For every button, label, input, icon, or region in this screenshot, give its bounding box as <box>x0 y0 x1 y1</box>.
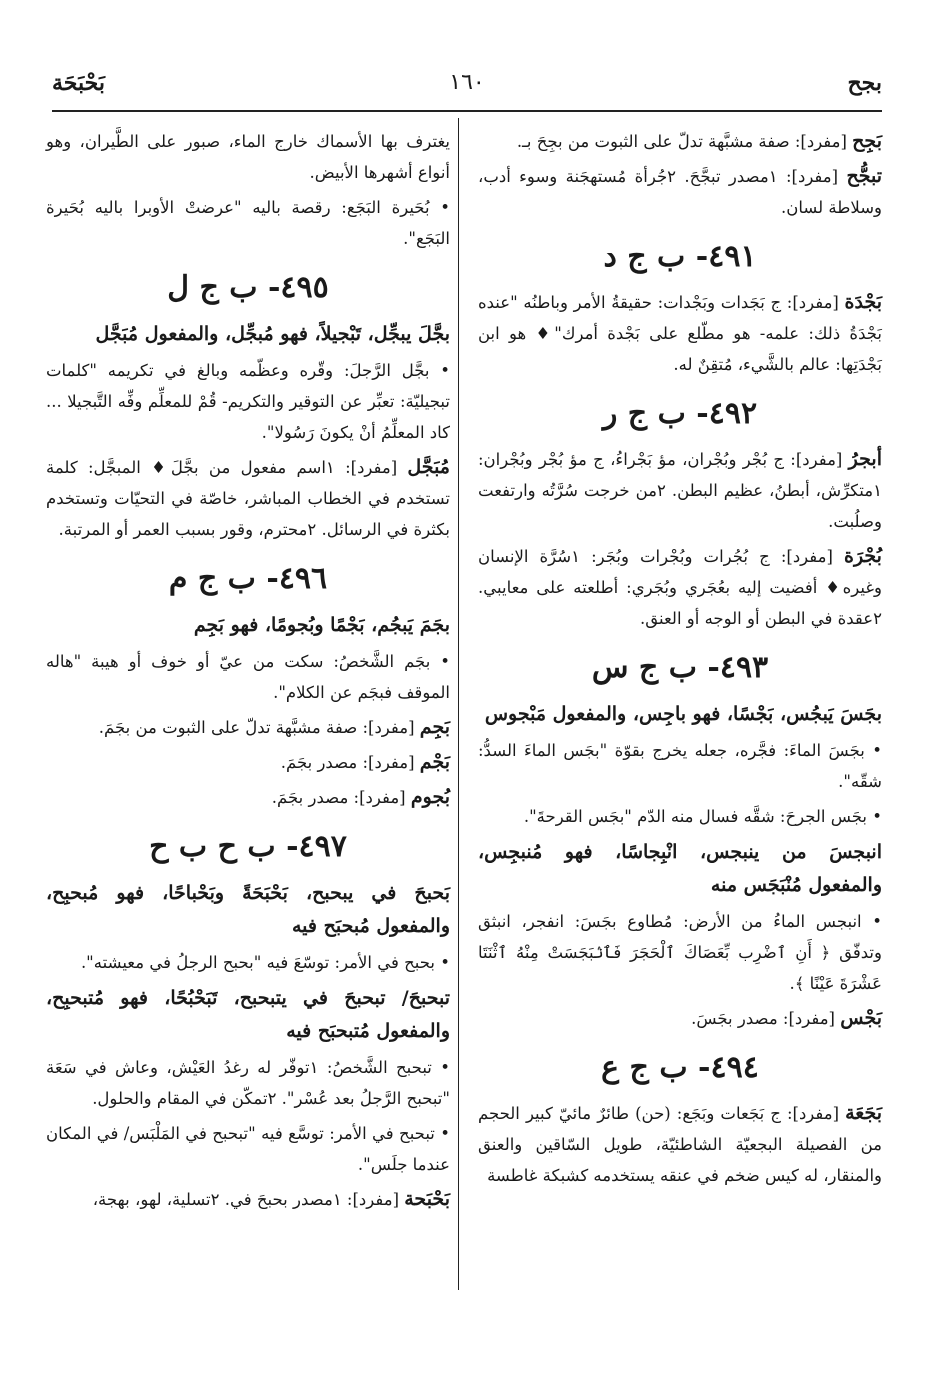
root-heading: ٤٩٣- ب ج س <box>591 650 769 685</box>
entry-headword: بَجْس <box>840 1007 882 1029</box>
verb-headline: انبجسَ من ينبجس، انْبِجاسًا، فهو مُنبجِس، والمفعول مُنْبَجَس منه <box>478 841 882 896</box>
entry-headword: بَجْم <box>419 751 450 773</box>
entry-definition: [مفرد]: صفة مشبَّهة تدلّ على الثبوت من بجِحَ بـ. <box>516 132 853 151</box>
entry-definition: [مفرد]: صفة مشبَّهة تدلّ على الثبوت من بجَمَ. <box>98 718 420 737</box>
page-header <box>52 70 882 110</box>
root-heading: ٤٩٦- ب ج م <box>168 561 328 596</box>
entry-definition: [مفرد]: مصدر بجَسَ. <box>691 1009 841 1028</box>
sense-item: • انبجس الماءُ من الأرض: مُطاوع بجَسَ: انفجر، انبثق وتدفّق ﴿ أَنِ ٱضْرِب بِّعَصَاكَ ٱلْحَجَرَ فَٱنۢبَجَسَتْ مِنْهُ ٱثْنَتَا عَشْرَةَ عَيْنًا ﴾. <box>478 906 882 999</box>
entry-headword: تبجُّح <box>846 165 882 187</box>
sense-item: • بحبح في الأمر: توسّعَ فيه "بحبح الرجلُ في معيشته". <box>46 947 450 978</box>
entry-definition: [مفرد]: ج بَجَدات وبَجْدات: حقيقةُ الأمر وباطنُه "عنده بَجْدَةُ ذلك: علمه- هو مطّلع على بَجْدة أمرك"♦ هو ابن بَجْدَتِها: عالم بالشَّيء، مُتقِنٌ له. <box>478 293 882 374</box>
entry-definition: [مفرد]: ج بُجْر وبُجْران، مؤ بَجْراءُ، ج مؤ بُجْر وبُجْران: ١متكرِّش، أبطنُ، عظيم البطن. ٢من خرجت سُرَّتُه وارتفعت وصلُبت. <box>478 450 882 531</box>
entry <box>46 747 450 778</box>
entry <box>478 444 882 537</box>
entry-definition: [مفرد]: ج بُجُرات وبُجْرات وبُجَر: ١سُرَّة الإنسان وغيره♦ أفضيت إليه بعُجَري وبُجَري: أطلعته على معايبي. ٢عقدة في البطن أو الوجه أو العنق. <box>478 547 882 628</box>
entry-headword: بَجَعَة <box>845 1102 882 1124</box>
entry <box>46 782 450 813</box>
entry-headword: بُجْرَة <box>843 545 882 567</box>
sense-item: • بجَس الجرحَ: شقَّه فسال منه الدّم "بجَس القرحةَ". <box>478 801 882 832</box>
sense-item: • بجَسَ الماءَ: فجَّره، جعله يخرج بقوّة "بجَس الماءَ السدُّ: شقّه". <box>478 735 882 797</box>
entry-definition: [مفرد]: ١اسم مفعول من بجَّلَ♦ المبجَّل: كلمة تستخدم في الخطاب المباشر، خاصّة في التحيّات وتستخدم بكثرة في الرسائل. ٢محترم، وقور بسبب العمر أو المرتبة. <box>46 458 450 539</box>
entry-definition: [مفرد]: ١مصدر تبجَّحَ. ٢جُرأة مُستهجَنة وسوء أدب، وسلاطة لسان. <box>478 167 882 217</box>
root-heading: ٤٩١- ب ج د <box>603 239 757 274</box>
column-divider <box>458 118 459 1290</box>
verb-headline: بَحبحَ في يبحبح، بَحْبَحَةً وبَحْباحًا، فهو مُبحبِح، والمفعول مُبحبَح فيه <box>46 882 450 937</box>
verb-headline: بجَسَ يَبجُس، بَجْسًا، فهو باجِس، والمفعول مَبْجوس <box>484 703 882 725</box>
page-number: ١٦٠ <box>449 70 485 95</box>
verb-headline: تبحبحَ/ تبحبحَ في يتبحبح، تَبَحْبُحًا، فهو مُتبحبِح، والمفعول مُتبحبَح فيه <box>46 987 450 1042</box>
verb-headline: بجَّلَ يبجِّل، تَبْجيلاً، فهو مُبجِّل، والمفعول مُبَجَّل <box>95 323 450 345</box>
running-head-left: بَحْبَحَة <box>52 70 105 96</box>
sense-item: • بجَم الشَّخصُ: سكت من عيّ أو خوف أو هيبة "هاله الموقف فبجَم عن الكلام". <box>46 646 450 708</box>
entry <box>478 541 882 634</box>
sense-item: • بجَّل الرَّجلَ: وقّره وعظّمه وبالغ في تكريمه "كلمات تبجيليّة: تعبِّر عن التوقير والتكريم- قُمْ للمعلِّم وفِّه التَّبجيلا ... كاد المعلِّمُ أنْ يكونَ رَسُولا". <box>46 355 450 448</box>
continued-text: يغترف بها الأسماك خارج الماء، صبور على الطَّيران، وهو أنواع أشهرها الأبيض. <box>46 132 450 182</box>
entry <box>46 452 450 545</box>
entry-headword: بَجِم <box>419 716 450 738</box>
entry <box>46 712 450 743</box>
left-column <box>46 126 450 1219</box>
root-heading: ٤٩٤- ب ج ع <box>601 1050 759 1085</box>
verb-headline: بجَمَ يَبجُم، بَجْمًا وبُجومًا، فهو بَجِم <box>193 614 450 636</box>
entry <box>478 1098 882 1191</box>
entry <box>478 1003 882 1034</box>
root-heading: ٤٩٧- ب ح ب ح <box>149 829 347 864</box>
entry-headword: بُجوم <box>410 786 450 808</box>
running-head-right: بجح <box>847 70 882 96</box>
header-rule <box>52 110 882 112</box>
entry <box>478 161 882 223</box>
sense-item: • تبحبح الشَّخصُ: ١توفّر له رغدُ العَيْش، وعاش في سَعَة "تبحبح الرَّجلُ بعد عُسْر". ٢تمكّن في المقام والحلول. <box>46 1052 450 1114</box>
root-heading: ٤٩٢- ب ج ر <box>602 396 758 431</box>
entry <box>46 1184 450 1215</box>
entry-headword: بَحْبَحة <box>404 1188 450 1210</box>
entry-headword: بَجْدَة <box>844 291 882 313</box>
sense-item: • بُحَيرة البَجَع: رقصة باليه "عرضتْ الأوبرا باليه بُحَيرة البَجَع". <box>46 192 450 254</box>
entry-definition: [مفرد]: ج بَجَعات وبَجَع: (حن) طائرٌ مائيّ كبير الحجم من الفصيلة البجعيّة الشاطئيّة، طويل السّاقين والعنق والمنقار، له كيس ضخم في عنقه يستخدمه كشبكة غاطسة <box>478 1104 882 1185</box>
entry-definition: [مفرد]: ١مصدر بحبحَ في. ٢تسلية، لهو، بهجة، <box>92 1190 405 1209</box>
sense-item: • تبحبح في الأمر: توسَّع فيه "تبحبح في المَلْبَس/ في المكان عندما جلَس". <box>46 1118 450 1180</box>
right-column <box>478 126 882 1195</box>
entry <box>478 287 882 380</box>
entry-headword: مُبَجَّل <box>407 456 450 478</box>
entry-definition: [مفرد]: مصدر بجَمَ. <box>280 753 420 772</box>
entry-headword: بَجِح <box>852 130 882 152</box>
entry-headword: أبجرُ <box>848 448 882 470</box>
entry <box>478 126 882 157</box>
root-heading: ٤٩٥- ب ج ل <box>167 270 329 305</box>
entry-definition: [مفرد]: مصدر بجَمَ. <box>271 788 411 807</box>
